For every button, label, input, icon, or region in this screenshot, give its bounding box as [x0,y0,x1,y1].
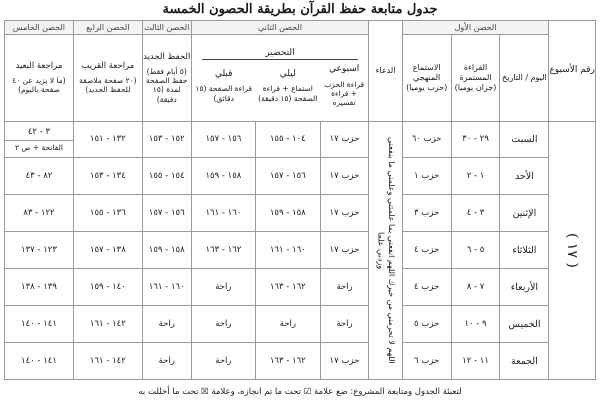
day-cell: الإثنين [500,195,549,232]
week-header: رقم الأسبوع [549,21,596,122]
weekly-cell[interactable]: راحة [320,306,369,343]
listening-cell[interactable]: حزب ٦ [402,343,451,380]
far-review-cell[interactable] [5,121,74,158]
near-review-cell[interactable]: ١٣٤ - ١٥٣ [73,158,142,195]
listening-cell[interactable]: حزب ٤ [402,269,451,306]
nightly-cell[interactable]: ١٥٨ - ١٥٩ [256,195,320,232]
near-review-cell[interactable]: ١٣٢ - ١٥١ [73,121,142,158]
before-cell[interactable]: ١٦٢ - ١٦٣ [191,232,255,269]
listening-header: الاستماع المنهجي (حزب يوميا) [402,35,451,121]
far-review-cell[interactable]: ٨٢ - ٤٣ [5,158,74,195]
day-cell: الأحد [500,158,549,195]
fort-second-header: الحصن الثاني [191,21,369,35]
footer-instructions: لتعبئة الجدول ومتابعة المشروع: ضع علامة ☑ تحت ما تم انجازه، وعلامة ☒ تحت ما أخللت به [138,387,462,397]
continuous-cell[interactable]: ١١ - ١٢ [451,343,500,380]
before-cell[interactable]: راحة [191,306,255,343]
table-row [5,158,596,195]
listening-cell[interactable]: حزب ٦٠ [402,121,451,158]
fort-first-header: الحصن الأول [402,21,549,35]
weekly-cell[interactable]: حزب ١٧ [320,121,369,158]
tahsir-header [191,35,369,121]
continuous-cell[interactable]: ٩ - ١٠ [451,306,500,343]
table-row [5,121,596,158]
before-desc: قراءة الصفحة (١٥ دقائق) [195,84,252,103]
nightly-cell[interactable]: ١٥٦ - ١٥٧ [256,158,320,195]
fort-third-header: الحصن الثالث [142,21,191,35]
far-review-header: مراجعة البعيد (ما لا يزيد عن ٤٠ صفحة باليوم) [5,35,74,121]
far-review-value: ٣ - ٤٢ [27,126,51,137]
before-cell[interactable]: راحة [191,269,255,306]
tahsir-divider [202,59,359,60]
table-row [5,269,596,306]
nightly-cell[interactable]: ١٦٠ - ١٦١ [256,232,320,269]
far-review-cell[interactable]: ١٤١ - ١٤٠ [5,343,74,380]
doaa-cell [369,121,402,379]
day-cell: الثلاثاء [500,232,549,269]
weekly-cell[interactable]: حزب ١٧ [320,195,369,232]
continuous-cell[interactable]: ٥ - ٦ [451,232,500,269]
near-review-cell[interactable]: ١٤٢ - ١٦١ [73,306,142,343]
listening-cell[interactable]: حزب ١ [402,158,451,195]
day-cell: الأربعاء [500,269,549,306]
far-review-extra: الفاتحة + ص ٢ [5,140,73,152]
listening-cell[interactable]: حزب ٣ [402,195,451,232]
new-memo-cell[interactable]: راحة [142,306,191,343]
week-number: ( ١٧ ) [564,232,581,268]
nightly-cell[interactable]: ١٠٤ - ١٥٥ [256,121,320,158]
new-memo-cell[interactable]: ١٥٨ - ١٥٩ [142,232,191,269]
continuous-reading-header: القراءة المستمرة (جزان يوميا) [451,35,500,121]
new-memo-cell[interactable]: ١٥٤ - ١٥٥ [142,158,191,195]
new-memo-header: الحفظ الجديد (٥ أيام فقط) حفظ الصفحة لمدة (١٥ دقيقة) [142,35,191,121]
weekly-header: أسبوعي [328,64,360,75]
continuous-cell[interactable]: ١ - ٢ [451,158,500,195]
near-review-header: مراجعة القريب (٢٠ صفحة ملاصقة للحفظ الجديد) [73,35,142,121]
table-row [5,343,596,380]
weekly-cell[interactable]: حزب ١٧ [320,232,369,269]
new-memo-cell[interactable]: ١٥٦ - ١٥٧ [142,195,191,232]
continuous-cell[interactable]: ٣ - ٤ [451,195,500,232]
fort-fifth-header: الحصن الخامس [5,21,74,35]
far-review-cell[interactable]: ١٢٢ - ٨٣ [5,195,74,232]
near-review-cell[interactable]: ١٤٢ - ١٦١ [73,343,142,380]
day-cell: الجمعة [500,343,549,380]
before-cell[interactable]: ١٦٠ - ١٦١ [191,195,255,232]
nightly-cell[interactable]: راحة [256,306,320,343]
far-review-cell[interactable]: ١٤١ - ١٤٠ [5,306,74,343]
weekly-cell[interactable]: حزب ١٧ [320,343,369,380]
continuous-cell[interactable]: ٢٩ - ٣٠ [451,121,500,158]
memorization-table [4,20,596,380]
listening-cell[interactable]: حزب ٤ [402,232,451,269]
weekly-desc: قراءة الحزب + قراءة تفسيره [324,79,365,108]
nightly-desc: استماع + قراءة الصفحة (١٥ دقيقة) [258,84,318,103]
new-memo-cell[interactable]: ١٦٠ - ١٦١ [142,269,191,306]
far-review-cell[interactable]: ١٢٣ - ١٣٧ [5,232,74,269]
day-cell: السبت [500,121,549,158]
table-row [5,232,596,269]
table-row [5,306,596,343]
before-cell[interactable]: راحة [191,343,255,380]
near-review-cell[interactable]: ١٤٠ - ١٥٩ [73,269,142,306]
table-row [5,195,596,232]
weekly-cell[interactable]: حزب ١٧ [320,158,369,195]
listening-cell[interactable]: حزب ٥ [402,306,451,343]
nightly-cell[interactable]: ١٦٢ - ١٦٣ [256,269,320,306]
before-header: قبلي [214,69,233,80]
near-review-cell[interactable]: ١٣٨ - ١٥٧ [73,232,142,269]
nightly-header: ليلي [279,69,296,80]
far-review-cell[interactable]: ١٣٩ - ١٣٨ [5,269,74,306]
new-memo-cell[interactable]: راحة [142,343,191,380]
before-cell[interactable]: ١٥٨ - ١٥٩ [191,158,255,195]
new-memo-cell[interactable]: ١٥٢ - ١٥٣ [142,121,191,158]
day-date-header: اليوم / التاريخ [500,35,549,121]
week-number-cell [549,121,596,379]
weekly-cell[interactable]: راحة [320,269,369,306]
tahsir-label: التحضير [265,48,295,59]
near-review-cell[interactable]: ١٣٦ - ١٥٥ [73,195,142,232]
doaa-header: الدعاء [369,21,402,122]
nightly-cell[interactable]: ١٦٢ - ١٦٣ [256,343,320,380]
continuous-cell[interactable]: ٧ - ٨ [451,269,500,306]
fort-fourth-header: الحصن الرابع [73,21,142,35]
page-title: جدول متابعة حفظ القرآن بطريقة الحصون الخمسة [162,2,438,17]
before-cell[interactable]: ١٥٦ - ١٥٧ [191,121,255,158]
doaa-text: اللهم لا تحرمني من خيرك اللهم انفعني بما علمتني وعلمني ما ينفعني وزدني علما [376,136,396,364]
day-cell: الخميس [500,306,549,343]
